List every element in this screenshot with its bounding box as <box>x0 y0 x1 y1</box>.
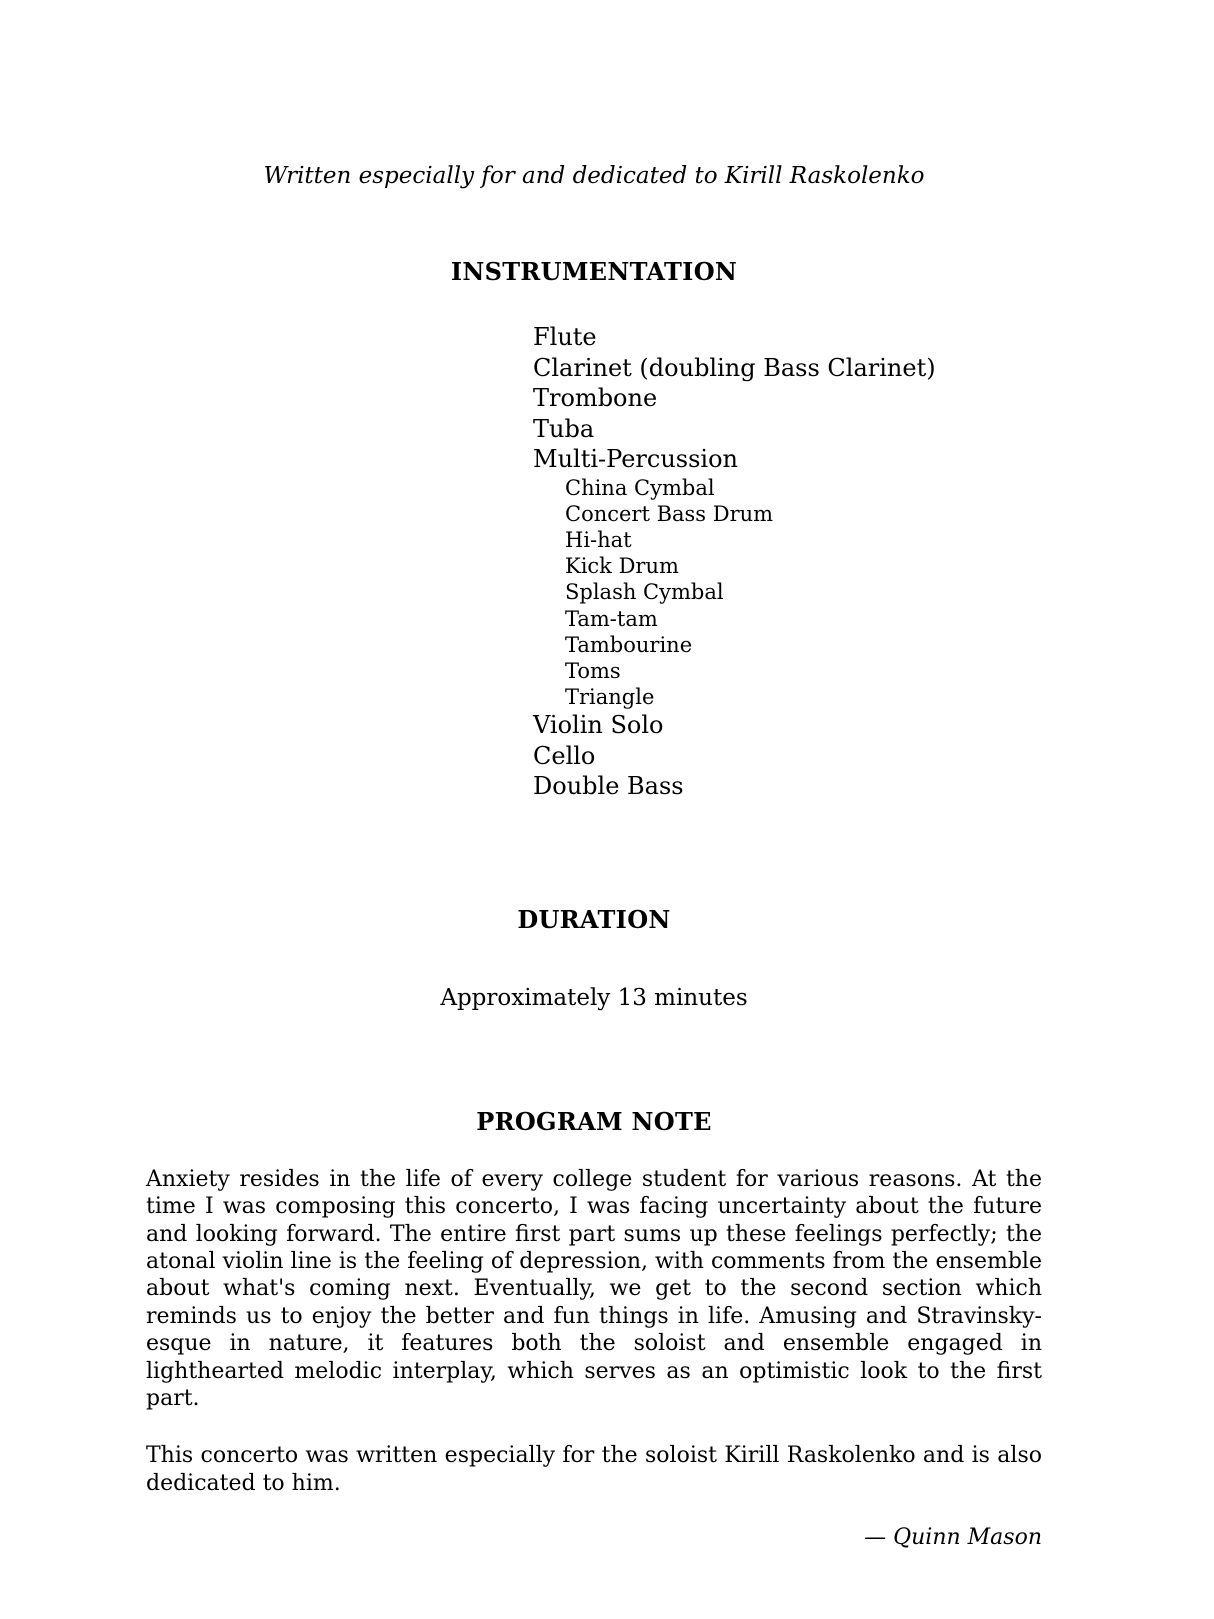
instrument-list <box>533 322 1042 802</box>
percussion-item: Concert Bass Drum <box>565 501 774 526</box>
winds-brass-list <box>533 322 1042 444</box>
instrument-item: Tuba <box>533 414 595 443</box>
instrument-item: Clarinet (doubling Bass Clarinet) <box>533 353 936 382</box>
page-content <box>146 0 1042 1551</box>
instrumentation-heading: INSTRUMENTATION <box>450 257 738 286</box>
instrument-item: Trombone <box>533 384 658 412</box>
percussion-item: Tambourine <box>565 632 693 657</box>
percussion-item: Triangle <box>565 685 655 710</box>
instrument-item: Flute <box>533 323 597 351</box>
attribution-line: — Quinn Mason <box>864 1525 1042 1551</box>
percussion-sublist <box>533 475 1042 711</box>
strings-list <box>533 710 1042 802</box>
percussion-item: Splash Cymbal <box>565 580 724 605</box>
duration-heading: DURATION <box>517 904 671 934</box>
program-note-paragraph: This concerto was written especially for the soloist Kirill Raskolenko and is also dedicated to him. <box>146 1443 1042 1496</box>
percussion-item: Hi-hat <box>565 527 632 552</box>
percussion-item: Toms <box>565 658 621 683</box>
percussion-item: Tam-tam <box>565 606 658 631</box>
duration-text: Approximately 13 minutes <box>440 984 748 1011</box>
dedication-line: Written especially for and dedicated to Kirill Raskolenko <box>263 163 925 189</box>
instrument-item: Violin Solo <box>533 711 664 740</box>
percussion-item: Kick Drum <box>565 554 679 579</box>
instrument-item: Double Bass <box>533 772 684 801</box>
program-note-paragraph: Anxiety resides in the life of every college student for various reasons. At the time I was composing this concerto, I was facing uncertainty about the future and looking forward. The entire first part sums up these feelings perfectly; the atonal violin line is the feeling of depression, with comments from the ensemble about what's coming next. Eventually, we get to the second section which reminds us to enjoy the better and fun things in life. Amusing and Stravinsky-esque in nature, it features both the soloist and ensemble engaged in lighthearted melodic interplay, which serves as an optimistic look to the first part. <box>146 1166 1042 1412</box>
program-note-heading: PROGRAM NOTE <box>476 1106 712 1136</box>
percussion-item: China Cymbal <box>565 475 715 500</box>
instrument-item: Cello <box>533 741 596 770</box>
multi-percussion-label: Multi-Percussion <box>533 445 738 473</box>
program-note-body <box>146 1166 1042 1497</box>
